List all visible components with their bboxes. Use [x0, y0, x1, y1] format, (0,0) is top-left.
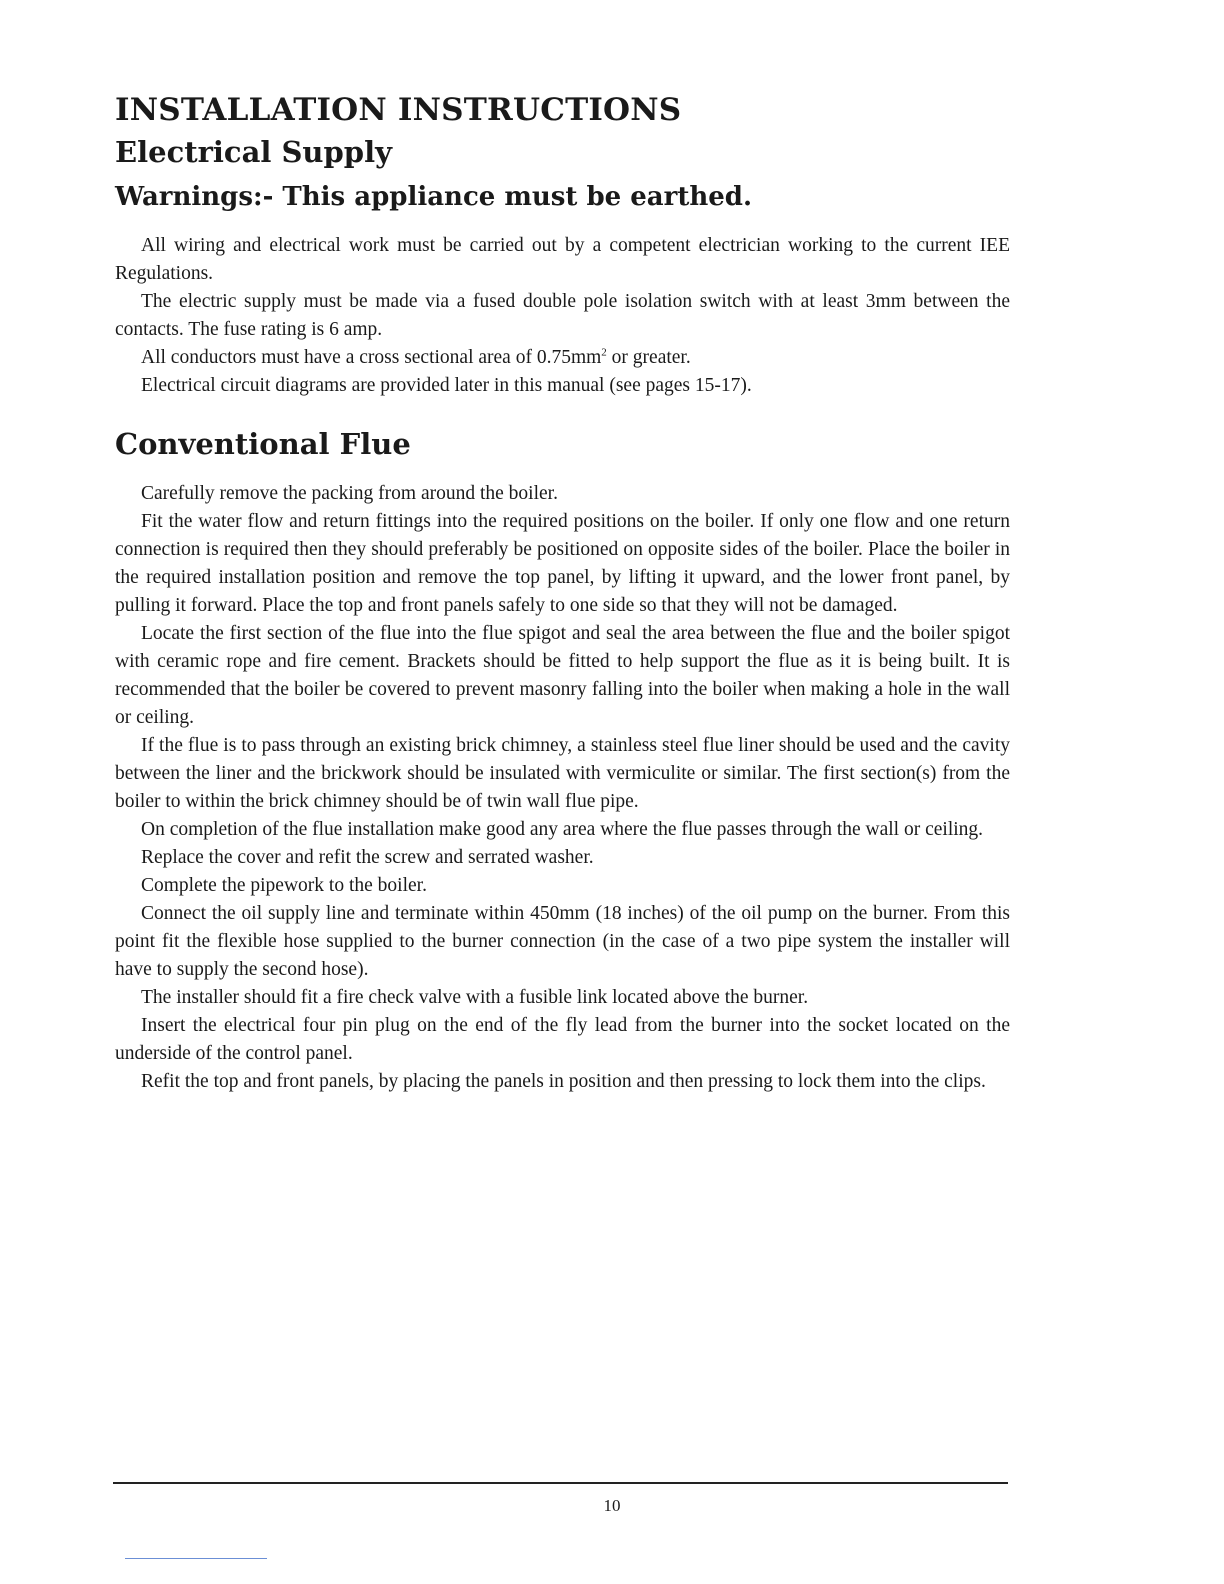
section-title-conventional-flue: Conventional Flue [115, 427, 411, 461]
electrical-paragraph-3 [115, 344, 1010, 372]
conductor-text: All conductors must have a cross sectional area of 0.75mm [141, 347, 602, 368]
flue-paragraph: Connect the oil supply line and terminate within 450mm (18 inches) of the oil pump on the burner. From this point fit the flexible hose supplied to the burner connection (in the case of a two pipe system the installer will have to supply the second hose). [115, 903, 1010, 980]
flue-paragraph: Locate the first section of the flue into the flue spigot and seal the area between the flue and the boiler spigot with ceramic rope and fire cement. Brackets should be fitted to help support the flue as it is being built. It is recommended that the boiler be covered to prevent masonry falling into the boiler when making a hole in the wall or ceiling. [115, 623, 1010, 728]
flue-paragraph: Replace the cover and refit the screw and serrated washer. [141, 847, 594, 868]
flue-paragraph: If the flue is to pass through an existing brick chimney, a stainless steel flue liner should be used and the cavity between the liner and the brickwork should be insulated with vermiculite or similar. The first section(s) from the boiler to within the brick chimney should be of twin wall flue pipe. [115, 735, 1010, 812]
flue-paragraph: Refit the top and front panels, by placing the panels in position and then pressing to lock them into the clips. [141, 1071, 986, 1092]
electrical-paragraph-2: The electric supply must be made via a fused double pole isolation switch with at least 3mm between the contacts. The fuse rating is 6 amp. [115, 291, 1010, 340]
electrical-paragraph-1: All wiring and electrical work must be carried out by a competent electrician working to the current IEE Regulations. [115, 235, 1010, 284]
flue-paragraph: Insert the electrical four pin plug on the end of the fly lead from the burner into the socket located on the underside of the control panel. [115, 1015, 1010, 1064]
flue-paragraph: On completion of the flue installation make good any area where the flue passes through the wall or ceiling. [141, 819, 984, 840]
conductor-text-end: or greater. [606, 347, 691, 368]
page-title: INSTALLATION INSTRUCTIONS [115, 92, 682, 128]
bottom-edge-line [125, 1558, 267, 1559]
warning-heading: Warnings:- This appliance must be earthed. [115, 182, 753, 212]
superscript-2: 2 [601, 346, 607, 359]
flue-paragraph: The installer should fit a fire check valve with a fusible link located above the burner. [141, 987, 809, 1008]
flue-paragraph: Complete the pipework to the boiler. [141, 875, 427, 896]
page-number: 10 [603, 1496, 621, 1515]
flue-paragraph: Carefully remove the packing from around the boiler. [141, 483, 558, 504]
footer-rule [113, 1482, 1008, 1484]
page-content [115, 90, 1010, 1096]
section-title-electrical-supply: Electrical Supply [115, 135, 392, 169]
electrical-paragraph-4: Electrical circuit diagrams are provided later in this manual (see pages 15-17). [141, 375, 752, 396]
flue-paragraph: Fit the water flow and return fittings into the required positions on the boiler. If only one flow and one return connection is required then they should preferably be positioned on opposite sides of the boiler. Place the boiler in the required installation position and remove the top panel, by lifting it upward, and the lower front panel, by pulling it forward. Place the top and front panels safely to one side so that they will not be damaged. [115, 511, 1010, 616]
